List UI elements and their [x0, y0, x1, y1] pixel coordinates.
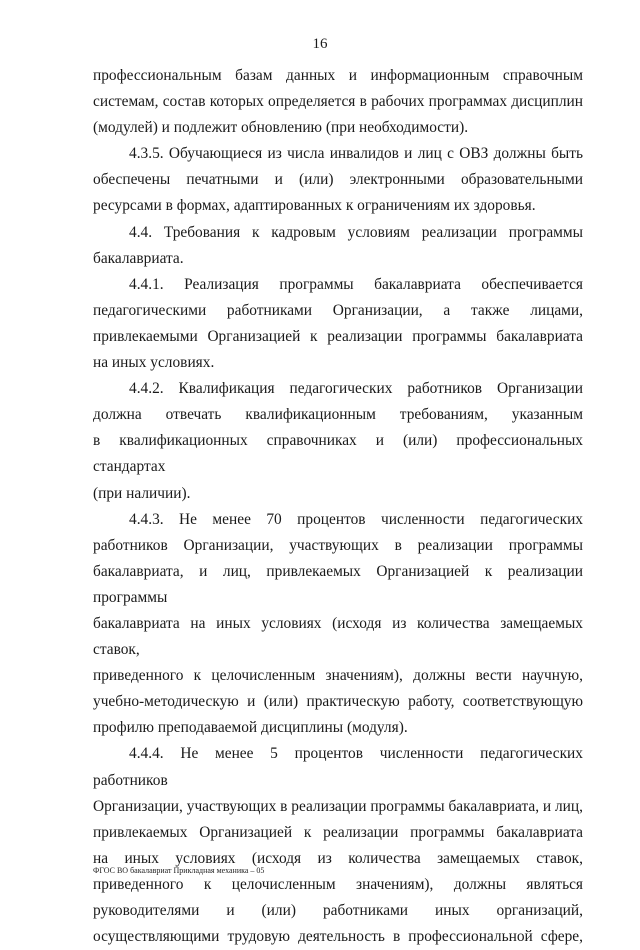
- paragraph-7-line-5: приведенного к целочисленным значениям), должны являться: [93, 875, 583, 893]
- paragraph-6-line-5: приведенного к целочисленным значениям), должны вести научную,: [93, 667, 583, 685]
- paragraph-3-line-2: бакалавриата.: [93, 249, 184, 267]
- paragraph-1-line-1: профессиональным базам данных и информационным справочным: [93, 67, 583, 84]
- paragraph-4-line-2: педагогическими работниками Организации, а также лицами,: [93, 301, 583, 319]
- paragraph-6-line-6: учебно-методическую и (или) практическую работу, соответствующую: [93, 693, 583, 711]
- paragraph-6-line-2: работников Организации, участвующих в реализации программы: [93, 536, 583, 554]
- paragraph-5-line-1: 4.4.2. Квалификация педагогических работников Организации: [129, 380, 583, 398]
- paragraph-6-line-3: бакалавриата, и лиц, привлекаемых Организацией к реализации программы: [93, 562, 583, 606]
- paragraph-7-line-2: Организации, участвующих в реализации программы бакалавриата, и лиц,: [93, 797, 583, 815]
- paragraph-5-line-3: в квалификационных справочниках и (или) профессиональных стандартах: [93, 432, 583, 476]
- page-number: 16: [312, 36, 328, 52]
- paragraph-7-line-1: 4.4.4. Не менее 5 процентов численности педагогических работников: [93, 745, 583, 789]
- paragraph-6-line-7: профилю преподаваемой дисциплины (модуля).: [93, 719, 408, 737]
- paragraph-4-line-1: 4.4.1. Реализация программы бакалавриата обеспечивается: [129, 275, 583, 293]
- paragraph-5-line-2: должна отвечать квалификационным требованиям, указанным: [93, 406, 583, 424]
- paragraph-4-line-3: привлекаемыми Организацией к реализации программы бакалавриата: [93, 327, 583, 345]
- paragraph-4-line-4: на иных условиях.: [93, 354, 215, 372]
- paragraph-6-line-4: бакалавриата на иных условиях (исходя из количества замещаемых ставок,: [93, 614, 583, 659]
- paragraph-2-line-3: ресурсами в формах, адаптированных к ограничениям их здоровья.: [93, 197, 536, 215]
- paragraph-2-line-1: 4.3.5. Обучающиеся из числа инвалидов и лиц с ОВЗ должны быть: [129, 145, 583, 163]
- paragraph-1-line-2: системам, состав которых определяется в рабочих программах дисциплин: [93, 93, 583, 111]
- paragraph-3-line-1: 4.4. Требования к кадровым условиям реализации программы: [129, 223, 583, 241]
- paragraph-5-line-4: (при наличии).: [93, 484, 191, 502]
- paragraph-1-line-3: (модулей) и подлежит обновлению (при необходимости).: [93, 119, 469, 137]
- paragraph-7-line-6: руководителями и (или) работниками иных организаций,: [93, 902, 583, 919]
- document-footer: ФГОС ВО бакалавриат Прикладная механика – 05: [93, 866, 265, 875]
- paragraph-7-line-4: на иных условиях (исходя из количества замещаемых ставок,: [93, 849, 583, 867]
- paragraph-7-line-3: привлекаемых Организацией к реализации программы бакалавриата: [93, 823, 583, 841]
- paragraph-7-line-7: осуществляющими трудовую деятельность в профессиональной сфере,: [93, 928, 583, 946]
- paragraph-2-line-2: обеспечены печатными и (или) электронными образовательными: [93, 171, 583, 189]
- document-body: [93, 63, 583, 950]
- paragraph-6-line-1: 4.4.3. Не менее 70 процентов численности педагогических: [129, 510, 583, 528]
